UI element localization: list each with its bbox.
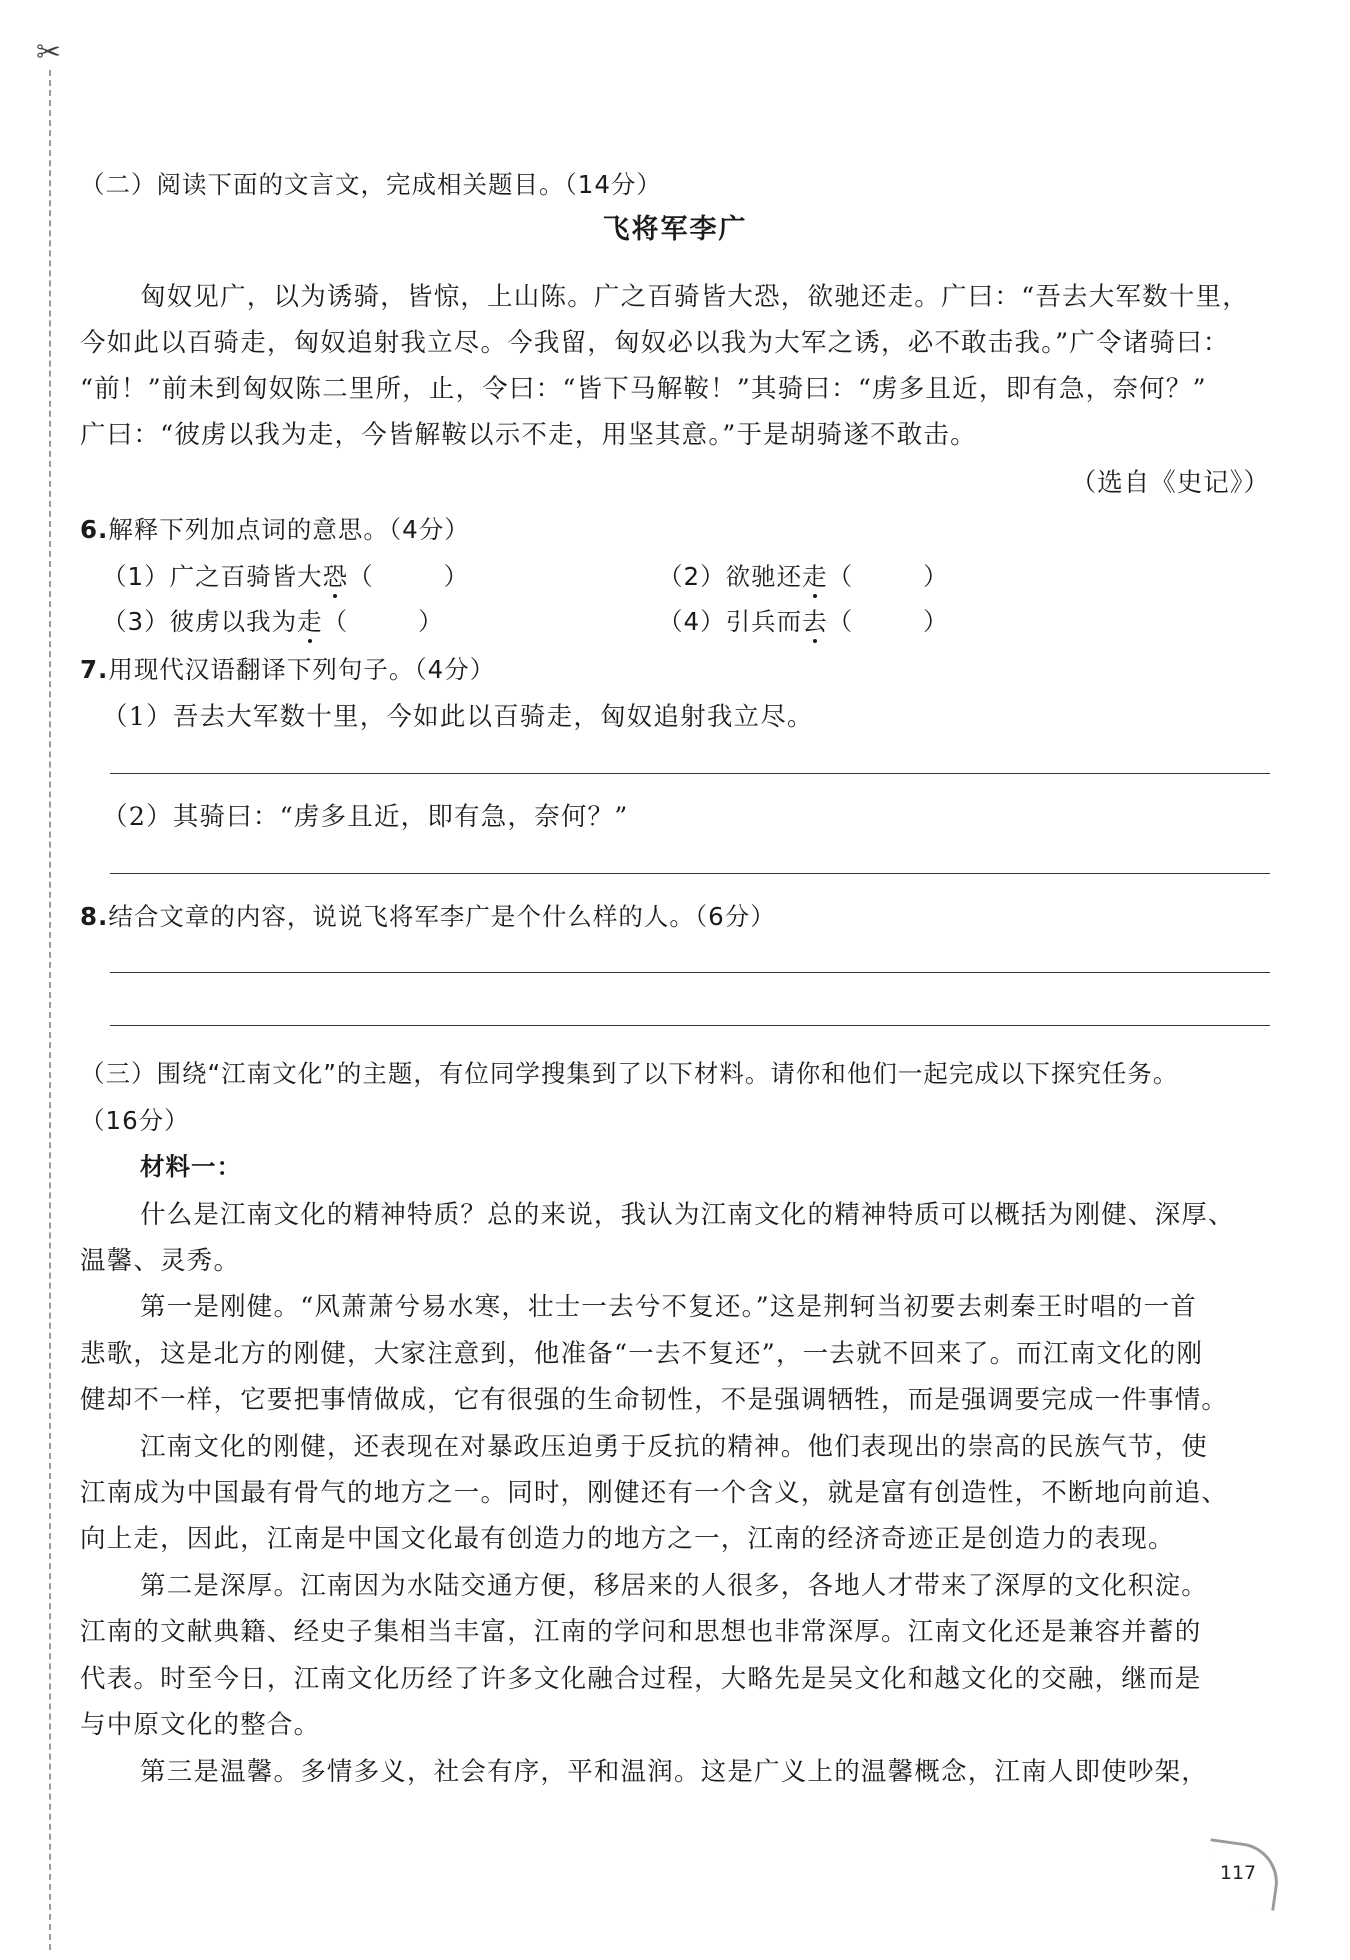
dotted-word: 走 [802,562,828,591]
open-paren: （ [348,562,374,591]
passage-line: “前！”前未到匈奴陈二里所，止，令曰：“皆下马解鞍！”其骑曰：“虏多且近，即有急，奈何？” [80,374,1207,404]
item-text: （1）广之百骑皆大 [102,562,323,591]
cut-line [49,70,51,1950]
question-6 [80,513,1270,547]
section-heading-cont: （16分） [80,1106,190,1135]
question-text: 解释下列加点词的意思。（4分） [108,515,470,544]
answer-line[interactable] [110,773,1270,774]
material-line: 第一是刚健。“风萧萧兮易水寒，壮士一去兮不复还。”这是荆轲当初要去刺秦王时唱的一首 [140,1292,1198,1322]
passage-source: （选自《史记》） [1070,468,1270,498]
material-line: 江南文化的刚健，还表现在对暴政压迫勇于反抗的精神。他们表现出的崇高的民族气节，使 [140,1432,1209,1462]
material-line: 温馨、灵秀。 [80,1246,241,1276]
q7-sentence-1: （1）吾去大军数十里，今如此以百骑走，匈奴追射我立尽。 [102,702,814,732]
question-7 [80,653,1270,687]
item-text: （3）彼虏以我为 [102,607,298,636]
q6-item-2 [658,560,949,594]
close-paren: ） [418,607,444,636]
material-line: 第三是温馨。多情多义，社会有序，平和温润。这是广义上的温馨概念，江南人即使吵架， [140,1757,1209,1787]
material-line: 第二是深厚。江南因为水陆交通方便，移居来的人很多，各地人才带来了深厚的文化积淀。 [140,1571,1209,1601]
close-paren: ） [923,607,949,636]
question-number: 8. [80,902,109,931]
question-8 [80,900,1270,934]
answer-line[interactable] [110,972,1270,973]
q6-item-4 [658,605,949,639]
material-line: 江南成为中国最有骨气的地方之一。同时，刚健还有一个含义，就是富有创造性，不断地向前追、 [80,1478,1229,1508]
material-line: 向上走，因此，江南是中国文化最有创造力的地方之一，江南的经济奇迹正是创造力的表现。 [80,1524,1175,1554]
question-text: 用现代汉语翻译下列句子。（4分） [108,655,496,684]
material-line: 与中原文化的整合。 [80,1710,321,1740]
scissors-icon: ✂ [36,35,62,70]
section-heading: （三）围绕“江南文化”的主题，有位同学搜集到了以下材料。请你和他们一起完成以下探究任务。 [80,1059,1179,1088]
material-label: 材料一： [140,1152,242,1181]
material-line: 健却不一样，它要把事情做成，它有很强的生命韧性，不是强调牺牲，而是强调要完成一件事情。 [80,1385,1229,1415]
item-text: （4）引兵而 [658,607,803,636]
answer-line[interactable] [110,873,1270,874]
q7-sentence-2: （2）其骑曰：“虏多且近，即有急，奈何？” [102,802,629,832]
open-paren: （ [322,607,349,636]
dotted-word: 恐 [322,562,349,591]
question-number: 6. [80,515,109,544]
open-paren: （ [827,562,854,591]
question-text: 结合文章的内容，说说飞将军李广是个什么样的人。（6分） [108,902,776,931]
material-line: 悲歌，这是北方的刚健，大家注意到，他准备“一去不复还”，一去就不回来了。而江南文化的刚 [80,1339,1204,1369]
material-line: 江南的文献典籍、经史子集相当丰富，江南的学问和思想也非常深厚。江南文化还是兼容并蓄的 [80,1617,1202,1647]
passage-line: 匈奴见广，以为诱骑，皆惊，上山陈。广之百骑皆大恐，欲驰还走。广曰：“吾去大军数十里， [140,282,1249,312]
q6-item-3 [102,605,444,639]
answer-line[interactable] [110,1025,1270,1026]
open-paren: （ [827,607,854,636]
passage-line: 广曰：“彼虏以我为走，今皆解鞍以示不走，用坚其意。”于是胡骑遂不敢击。 [80,420,977,450]
page-number: 117 [1219,1862,1257,1884]
item-text: （2）欲驰还 [658,562,803,591]
dotted-word: 去 [802,607,828,636]
material-line: 什么是江南文化的精神特质？总的来说，我认为江南文化的精神特质可以概括为刚健、深厚、 [140,1200,1235,1230]
material-line: 代表。时至今日，江南文化历经了许多文化融合过程，大略先是吴文化和越文化的交融，继而是 [80,1664,1202,1694]
passage-title: 飞将军李广 [602,214,748,245]
q6-item-1 [102,560,469,594]
dotted-word: 走 [297,607,323,636]
close-paren: ） [443,562,470,591]
close-paren: ） [923,562,949,591]
question-number: 7. [80,655,109,684]
section-heading: （二）阅读下面的文言文，完成相关题目。（14分） [80,170,662,199]
passage-line: 今如此以百骑走，匈奴追射我立尽。今我留，匈奴必以我为大军之诱，必不敢击我。”广令诸骑曰： [80,328,1230,358]
